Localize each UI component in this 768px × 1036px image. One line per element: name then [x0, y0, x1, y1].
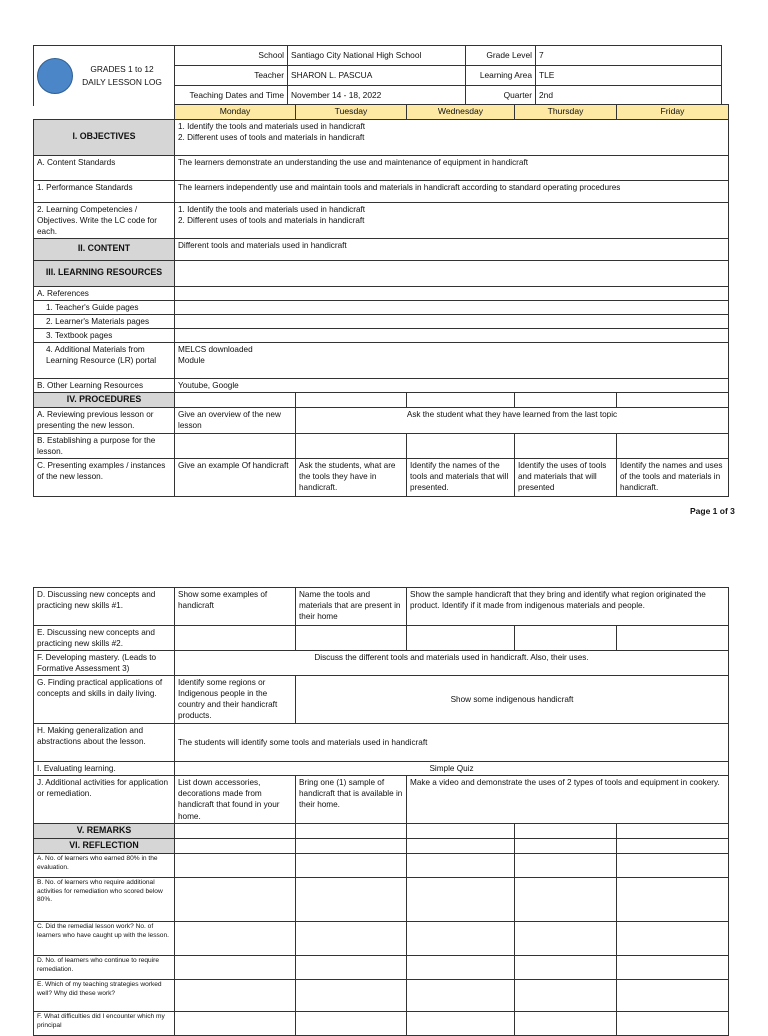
reflection-tue: [296, 839, 407, 854]
objectives-line1: 1. Identify the tools and materials used in handicraft: [178, 121, 366, 131]
page-number: Page 1 of 3: [690, 506, 735, 516]
ref-b-thu: [515, 878, 617, 922]
remarks-tue: [296, 824, 407, 839]
textbook-pages-value: [175, 328, 729, 342]
proc-e-fri: [617, 626, 729, 651]
procedures-heading: IV. PROCEDURES: [34, 393, 175, 408]
proc-c-thursday: Identify the uses of tools and materials that will presented: [515, 459, 617, 497]
remarks-mon: [175, 824, 296, 839]
proc-e-tue: [296, 626, 407, 651]
corner-cell: [34, 105, 175, 120]
proc-c-friday: Identify the names and uses of the tools and materials in handicraft.: [617, 459, 729, 497]
content-heading: II. CONTENT: [34, 238, 175, 260]
ref-a-wed: [407, 854, 515, 878]
proc-j-rest: Make a video and demonstrate the uses of 2 types of tools and equipment in cookery.: [407, 776, 729, 824]
day-tuesday: Tuesday: [296, 105, 407, 120]
day-monday: Monday: [175, 105, 296, 120]
additional-materials-line2: Module: [178, 356, 205, 366]
ref-b-wed: [407, 878, 515, 922]
objectives-text: [175, 119, 729, 155]
ref-d-mon: [175, 956, 296, 980]
competencies-line2: 2. Different uses of tools and materials in handicraft: [178, 215, 365, 225]
dates-value: November 14 - 18, 2022: [288, 86, 466, 106]
proc-empty-fri: [617, 393, 729, 408]
ref-e-mon: [175, 980, 296, 1012]
ref-e-tue: [296, 980, 407, 1012]
ref-c-fri: [617, 922, 729, 956]
competencies-line1: 1. Identify the tools and materials used in handicraft: [178, 204, 366, 214]
proc-c-wednesday: Identify the names of the tools and materials that will presented.: [407, 459, 515, 497]
ref-d-tue: [296, 956, 407, 980]
content-standards-text: The learners demonstrate an understanding the use and maintenance of equipment in handicraft: [175, 155, 729, 180]
proc-f-all: Discuss the different tools and materials used in handicraft. Also, their uses.: [175, 651, 729, 676]
proc-e-thu: [515, 626, 617, 651]
quarter-label: Quarter: [466, 86, 536, 106]
proc-d-tuesday: Name the tools and materials that are present in their home: [296, 588, 407, 626]
reflection-b-label: B. No. of learners who require additional activities for remediation who scored below 80%.: [34, 878, 175, 922]
reflection-a-label: A. No. of learners who earned 80% in the evaluation.: [34, 854, 175, 878]
proc-e-wed: [407, 626, 515, 651]
proc-h-label: H. Making generalization and abstractions about the lesson.: [34, 724, 175, 762]
area-value: TLE: [536, 66, 722, 86]
proc-empty-wed: [407, 393, 515, 408]
remarks-heading: V. REMARKS: [34, 824, 175, 839]
reflection-thu: [515, 839, 617, 854]
proc-c-monday: Give an example Of handicraft: [175, 459, 296, 497]
competencies-label: 2. Learning Competencies / Objectives. Write the LC code for each.: [34, 202, 175, 238]
area-label: Learning Area: [466, 66, 536, 86]
proc-c-tuesday: Ask the students, what are the tools they have in handicraft.: [296, 459, 407, 497]
ref-c-wed: [407, 922, 515, 956]
proc-b-label: B. Establishing a purpose for the lesson.: [34, 433, 175, 458]
ref-a-fri: [617, 854, 729, 878]
performance-standards-text: The learners independently use and maintain tools and materials in handicraft according to standard operating procedures: [175, 180, 729, 202]
day-friday: Friday: [617, 105, 729, 120]
proc-j-tuesday: Bring one (1) sample of handicraft that is available in their home.: [296, 776, 407, 824]
dll-title-line1: GRADES 1 to 12: [90, 63, 154, 74]
ref-b-fri: [617, 878, 729, 922]
reflection-heading: VI. REFLECTION: [34, 839, 175, 854]
content-text: Different tools and materials used in handicraft: [175, 238, 729, 260]
performance-standards-label: 1. Performance Standards: [34, 180, 175, 202]
proc-a-monday: Give an overview of the new lesson: [175, 407, 296, 433]
remarks-wed: [407, 824, 515, 839]
proc-b-fri: [617, 433, 729, 458]
teacher-value: SHARON L. PASCUA: [288, 66, 466, 86]
header-table: [33, 45, 722, 106]
ref-b-mon: [175, 878, 296, 922]
ref-c-mon: [175, 922, 296, 956]
resources-heading: III. LEARNING RESOURCES: [34, 260, 175, 286]
ref-a-mon: [175, 854, 296, 878]
ref-e-fri: [617, 980, 729, 1012]
reflection-fri: [617, 839, 729, 854]
reflection-c-label: C. Did the remedial lesson work? No. of learners who have caught up with the lesson.: [34, 922, 175, 956]
tg-pages-value: [175, 300, 729, 314]
ref-d-wed: [407, 956, 515, 980]
proc-e-label: E. Discussing new concepts and practicing new skills #2.: [34, 626, 175, 651]
reflection-e-label: E. Which of my teaching strategies worked well? Why did these work?: [34, 980, 175, 1012]
proc-f-label: F. Developing mastery. (Leads to Formative Assessment 3): [34, 651, 175, 676]
tg-pages-label: 1. Teacher's Guide pages: [34, 300, 175, 314]
proc-j-label: J. Additional activities for application or remediation.: [34, 776, 175, 824]
additional-materials-label: 4. Additional Materials from Learning Resource (LR) portal: [34, 343, 175, 379]
proc-empty-mon: [175, 393, 296, 408]
proc-b-thu: [515, 433, 617, 458]
lesson-table-page2: [33, 587, 729, 1036]
ref-e-thu: [515, 980, 617, 1012]
resources-empty: [175, 260, 729, 286]
proc-d-monday: Show some examples of handicraft: [175, 588, 296, 626]
ref-d-thu: [515, 956, 617, 980]
additional-materials-value: [175, 343, 729, 379]
grade-value: 7: [536, 46, 722, 66]
dates-label: Teaching Dates and Time: [175, 86, 288, 106]
references-value: [175, 286, 729, 300]
references-label: A. References: [34, 286, 175, 300]
textbook-pages-label: 3. Textbook pages: [34, 328, 175, 342]
proc-h-all: The students will identify some tools and materials used in handicraft: [175, 724, 729, 762]
proc-empty-tue: [296, 393, 407, 408]
proc-a-label: A. Reviewing previous lesson or presenting the new lesson.: [34, 407, 175, 433]
proc-e-mon: [175, 626, 296, 651]
reflection-f-label: F. What difficulties did I encounter which my principal: [34, 1012, 175, 1036]
logo-title-cell: [34, 46, 175, 106]
school-value: Santiago City National High School: [288, 46, 466, 66]
proc-d-label: D. Discussing new concepts and practicing new skills #1.: [34, 588, 175, 626]
school-logo-icon: [37, 58, 73, 94]
school-label: School: [175, 46, 288, 66]
additional-materials-line1: MELCS downloaded: [178, 345, 253, 355]
proc-g-rest: Show some indigenous handicraft: [296, 676, 729, 724]
other-resources-value: Youtube, Google: [175, 379, 729, 393]
reflection-d-label: D. No. of learners who continue to require remediation.: [34, 956, 175, 980]
objectives-heading: I. OBJECTIVES: [34, 119, 175, 155]
ref-a-thu: [515, 854, 617, 878]
quarter-value: 2nd: [536, 86, 722, 106]
proc-i-all: Simple Quiz: [175, 762, 729, 776]
proc-j-monday: List down accessories, decorations made from handicraft that found in your home.: [175, 776, 296, 824]
proc-i-label: I. Evaluating learning.: [34, 762, 175, 776]
proc-c-label: C. Presenting examples / instances of the new lesson.: [34, 459, 175, 497]
proc-d-rest: Show the sample handicraft that they bring and identify what region originated the product. Identify if it made from indigenous materials and people.: [407, 588, 729, 626]
remarks-thu: [515, 824, 617, 839]
ref-c-thu: [515, 922, 617, 956]
ref-e-wed: [407, 980, 515, 1012]
day-thursday: Thursday: [515, 105, 617, 120]
ref-c-tue: [296, 922, 407, 956]
proc-b-mon: [175, 433, 296, 458]
grade-label: Grade Level: [466, 46, 536, 66]
lm-pages-value: [175, 314, 729, 328]
lm-pages-label: 2. Learner's Materials pages: [34, 314, 175, 328]
proc-g-monday: Identify some regions or Indigenous people in the country and their handicraft products.: [175, 676, 296, 724]
proc-a-rest: Ask the student what they have learned from the last topic: [296, 407, 729, 433]
other-resources-label: B. Other Learning Resources: [34, 379, 175, 393]
proc-b-wed: [407, 433, 515, 458]
reflection-mon: [175, 839, 296, 854]
day-wednesday: Wednesday: [407, 105, 515, 120]
ref-a-tue: [296, 854, 407, 878]
content-standards-label: A. Content Standards: [34, 155, 175, 180]
lesson-table-page1: [33, 104, 729, 497]
dll-title-line2: DAILY LESSON LOG: [82, 76, 162, 87]
reflection-wed: [407, 839, 515, 854]
remarks-fri: [617, 824, 729, 839]
proc-empty-thu: [515, 393, 617, 408]
proc-b-tue: [296, 433, 407, 458]
ref-d-fri: [617, 956, 729, 980]
teacher-label: Teacher: [175, 66, 288, 86]
objectives-line2: 2. Different uses of tools and materials in handicraft: [178, 132, 365, 142]
ref-b-tue: [296, 878, 407, 922]
competencies-text: [175, 202, 729, 238]
proc-g-label: G. Finding practical applications of concepts and skills in daily living.: [34, 676, 175, 724]
